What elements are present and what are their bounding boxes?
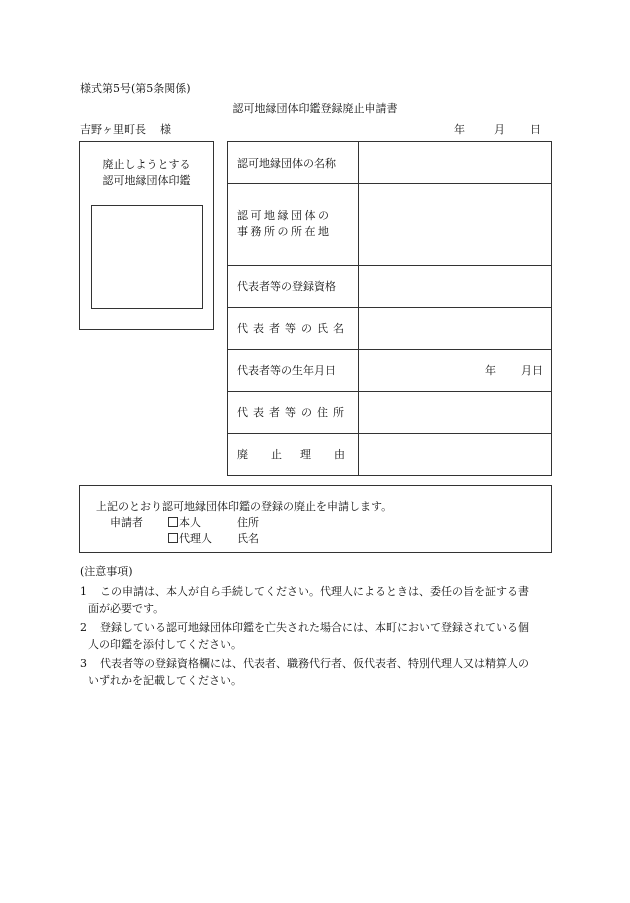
seal-impression-area[interactable] (91, 205, 203, 309)
applicant-label: 申請者 (110, 516, 143, 529)
reason-char-2: 止 (271, 448, 282, 462)
note-3-line1: 代表者等の登録資格欄には、代表者、職務代行者、仮代表者、特別代理人又は精算人の (100, 657, 529, 670)
dob-year-label: 年 (485, 364, 496, 378)
representative-dob-field[interactable] (359, 349, 552, 391)
org-name-field[interactable] (359, 142, 552, 184)
seal-label-line1: 廃止しようとする (102, 158, 191, 171)
date-month-label: 月 (494, 123, 505, 136)
address-label: 住所 (237, 516, 259, 529)
reason-char-1: 廃 (237, 448, 248, 462)
representative-dob-label: 代表者等の生年月日 (228, 349, 359, 391)
applicant-row-self (110, 514, 259, 530)
note-2-line1: 登録している認可地縁団体印鑑を亡失された場合には、本町において登録されている個 (100, 621, 529, 634)
agent-checkbox[interactable] (168, 533, 178, 543)
office-address-label (228, 184, 359, 266)
option-agent[interactable] (168, 530, 212, 546)
office-address-field[interactable] (359, 184, 552, 266)
abolition-reason-field[interactable] (359, 433, 552, 475)
representative-name-label: 代表者等の氏名 (228, 307, 359, 349)
reason-char-3: 理 (300, 448, 311, 462)
date-year-label: 年 (454, 123, 465, 136)
dob-day-label: 日 (532, 364, 543, 378)
name-label: 氏名 (237, 532, 259, 545)
reason-char-4: 由 (334, 448, 345, 462)
seal-box-label (80, 157, 213, 189)
application-date (454, 121, 541, 137)
representative-address-field[interactable] (359, 391, 552, 433)
representative-name-field[interactable] (359, 307, 552, 349)
seal-impression-box (79, 141, 214, 330)
addressee-name: 吉野ヶ里町長 (80, 123, 146, 136)
date-day-label: 日 (530, 123, 541, 136)
note-item-3 (80, 655, 552, 689)
org-name-label: 認可地縁団体の名称 (228, 142, 359, 184)
declaration-statement: 上記のとおり認可地縁団体印鑑の登録の廃止を申請します。 (96, 500, 393, 513)
note-1-line1: この申請は、本人が自ら手続してください。代理人によるときは、委任の旨を証する書 (100, 585, 529, 598)
notes-heading: (注意事項) (80, 565, 133, 578)
note-item-2 (80, 619, 552, 653)
note-2-number: 2 (80, 621, 87, 634)
application-table (227, 141, 552, 476)
document-title: 認可地縁団体印鑑登録廃止申請書 (232, 102, 398, 115)
note-1-line2: 面が必要です。 (88, 602, 165, 615)
note-1-number: 1 (80, 585, 87, 598)
option-self-label: 本人 (179, 516, 201, 529)
option-agent-label: 代理人 (179, 532, 212, 545)
note-2-line2: 人の印鑑を添付してください。 (88, 638, 242, 651)
seal-label-line2: 認可地縁団体印鑑 (102, 174, 191, 187)
note-3-line2: いずれかを記載してください。 (88, 674, 242, 687)
note-item-1 (80, 583, 552, 617)
addressee (80, 121, 171, 137)
note-3-number: 3 (80, 657, 87, 670)
representative-address-label: 代表者等の住所 (228, 391, 359, 433)
registration-qualification-field[interactable] (359, 265, 552, 307)
form-number: 様式第5号(第5条関係) (80, 82, 191, 95)
office-address-label-line2: 事務所の所在地 (237, 225, 332, 239)
self-checkbox[interactable] (168, 517, 178, 527)
declaration-box (79, 485, 552, 553)
office-address-label-line1: 認可地縁団体の (237, 209, 332, 223)
option-self[interactable] (168, 514, 201, 530)
dob-month-label: 月 (521, 364, 532, 378)
abolition-reason-label (228, 433, 359, 475)
addressee-honorific: 様 (160, 123, 171, 136)
registration-qualification-label: 代表者等の登録資格 (228, 265, 359, 307)
